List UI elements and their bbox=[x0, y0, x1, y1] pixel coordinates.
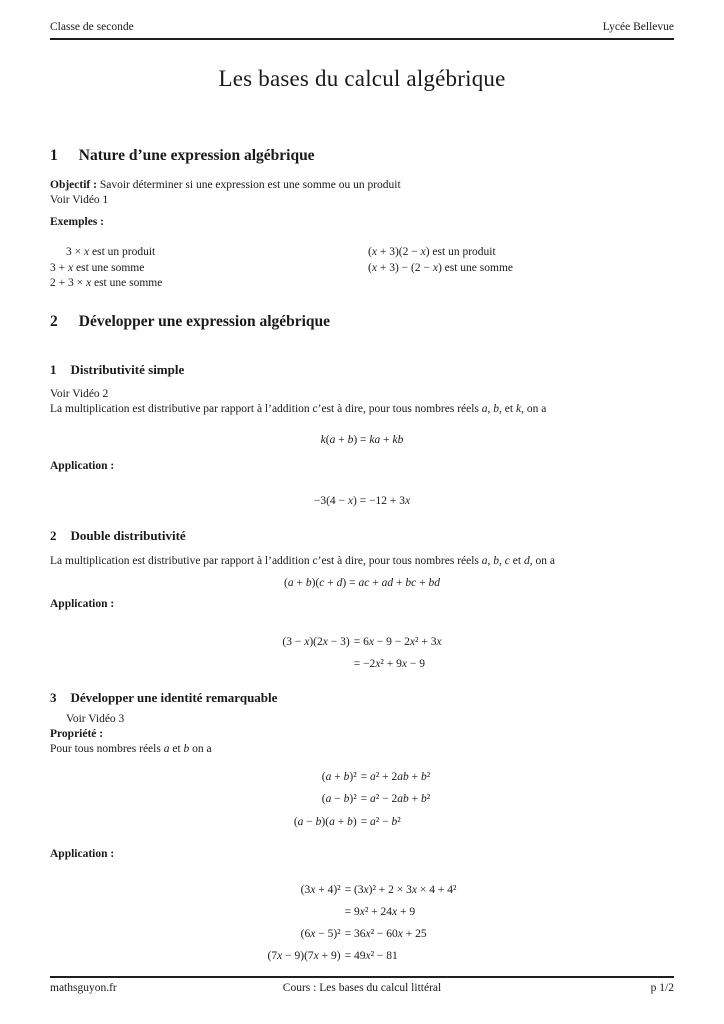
example-item bbox=[368, 245, 513, 261]
footer-page-number: p 1/2 bbox=[650, 982, 674, 994]
application-label-2: Application : bbox=[50, 597, 115, 610]
example-math: (x + 3)(2 − x) bbox=[368, 246, 430, 258]
header-school-label: Lycée Bellevue bbox=[602, 21, 674, 33]
subsection-2-heading bbox=[50, 528, 674, 544]
example-item bbox=[50, 261, 368, 277]
footer-course-title: Cours : Les bases du calcul littéral bbox=[282, 982, 442, 994]
application-equations-3 bbox=[268, 879, 457, 967]
example-math: 2 + 3 × x bbox=[50, 277, 92, 289]
formula-distributivite-simple: k(a + b) = ka + kb bbox=[320, 433, 404, 446]
equation-rhs: = 36x² − 60x + 25 bbox=[344, 928, 427, 940]
application-label-3: Application : bbox=[50, 848, 115, 860]
example-text: est une somme bbox=[91, 277, 163, 289]
examples-block bbox=[50, 245, 674, 292]
example-math: 3 + x bbox=[50, 261, 74, 274]
equation-lhs: (a − b)(a + b) bbox=[293, 815, 357, 828]
subsection-1-heading bbox=[50, 362, 674, 378]
double-distributivite-intro: La multiplication est distributive par rapport à l’addition c’est à dire, pour tous nombres réels a, b, c et d, on a bbox=[50, 554, 555, 567]
application-equations-2 bbox=[282, 631, 441, 675]
subsection-1-number: 1 bbox=[50, 361, 57, 377]
equation-rhs: = 9x² + 24x + 9 bbox=[344, 906, 416, 918]
formula-double-distributivite: (a + b)(c + d) = ac + ad + bc + bd bbox=[284, 576, 440, 589]
subsection-3-heading bbox=[50, 690, 674, 706]
identites-remarquables-equations bbox=[294, 766, 430, 834]
subsection-2-number: 2 bbox=[50, 527, 57, 543]
equation-lhs: (3x + 4)² bbox=[300, 884, 341, 896]
subsection-2-title: Double distributivité bbox=[70, 527, 186, 543]
equation-rhs: = a² − b² bbox=[360, 815, 401, 828]
distributivite-simple-intro: La multiplication est distributive par rapport à l’addition c’est à dire, pour tous nombres réels a, b, et k, on a bbox=[50, 402, 547, 415]
video-reference-1: Voir Vidéo 1 bbox=[50, 194, 109, 206]
application-formula-1: −3(4 − x) = −12 + 3x bbox=[313, 494, 411, 507]
propriete-intro: Pour tous nombres réels a et b on a bbox=[50, 742, 212, 755]
equation-lhs: (3 − x)(2x − 3) bbox=[282, 635, 350, 648]
subsection-3-title: Développer une identité remarquable bbox=[70, 689, 278, 705]
equation-rhs: = (3x)² + 2 × 3x × 4 + 4² bbox=[344, 884, 457, 896]
equation-lhs bbox=[282, 653, 349, 675]
example-item bbox=[50, 245, 368, 261]
equation-rhs: = 49x² − 81 bbox=[344, 950, 398, 962]
objectif-label: Objectif : bbox=[50, 179, 97, 191]
example-text: est un produit bbox=[89, 246, 156, 258]
example-item bbox=[50, 276, 368, 292]
examples-left-column bbox=[50, 245, 368, 292]
page-header bbox=[50, 0, 674, 40]
example-text: est une somme bbox=[441, 261, 514, 274]
example-math: 3 × x bbox=[66, 246, 90, 258]
example-item bbox=[368, 261, 513, 277]
page-footer bbox=[50, 976, 674, 994]
section-2-title: Développer une expression algébrique bbox=[78, 312, 331, 330]
footer-site: mathsguyon.fr bbox=[50, 982, 117, 994]
equation-lhs: (6x − 5)² bbox=[300, 928, 341, 940]
equation-lhs: (7x − 9)(7x + 9) bbox=[267, 950, 341, 962]
propriete-label: Propriété : bbox=[50, 727, 104, 740]
examples-right-column bbox=[368, 245, 513, 292]
section-2-heading bbox=[50, 313, 674, 331]
exemples-label: Exemples : bbox=[50, 216, 104, 228]
objectif-text: Savoir déterminer si une expression est une somme ou un produit bbox=[96, 179, 401, 191]
equation-lhs bbox=[268, 901, 341, 923]
equation-lhs: (a + b)² bbox=[321, 770, 357, 783]
subsection-1-title: Distributivité simple bbox=[70, 361, 185, 377]
video-reference-2: Voir Vidéo 2 bbox=[50, 387, 109, 400]
application-label-1: Application : bbox=[50, 459, 115, 472]
example-text: est une somme bbox=[73, 261, 145, 274]
example-math: (x + 3) − (2 − x) bbox=[368, 261, 442, 274]
subsection-3-number: 3 bbox=[50, 689, 57, 705]
section-1-heading bbox=[50, 147, 674, 165]
section-1-number: 1 bbox=[50, 147, 58, 164]
section-1-title: Nature d’une expression algébrique bbox=[78, 147, 315, 164]
equation-rhs: = a² − 2ab + b² bbox=[360, 793, 431, 805]
section-2-number: 2 bbox=[50, 312, 58, 330]
equation-rhs: = a² + 2ab + b² bbox=[360, 770, 431, 783]
equation-lhs: (a − b)² bbox=[321, 793, 357, 805]
page-title: Les bases du calcul algébrique bbox=[218, 66, 506, 91]
equation-rhs: = 6x − 9 − 2x² + 3x bbox=[353, 635, 442, 648]
video-reference-3: Voir Vidéo 3 bbox=[66, 712, 125, 725]
objectif-line bbox=[50, 178, 674, 193]
equation-rhs: = −2x² + 9x − 9 bbox=[353, 657, 425, 670]
example-text: est un produit bbox=[429, 246, 496, 258]
header-class-label: Classe de seconde bbox=[50, 21, 134, 33]
